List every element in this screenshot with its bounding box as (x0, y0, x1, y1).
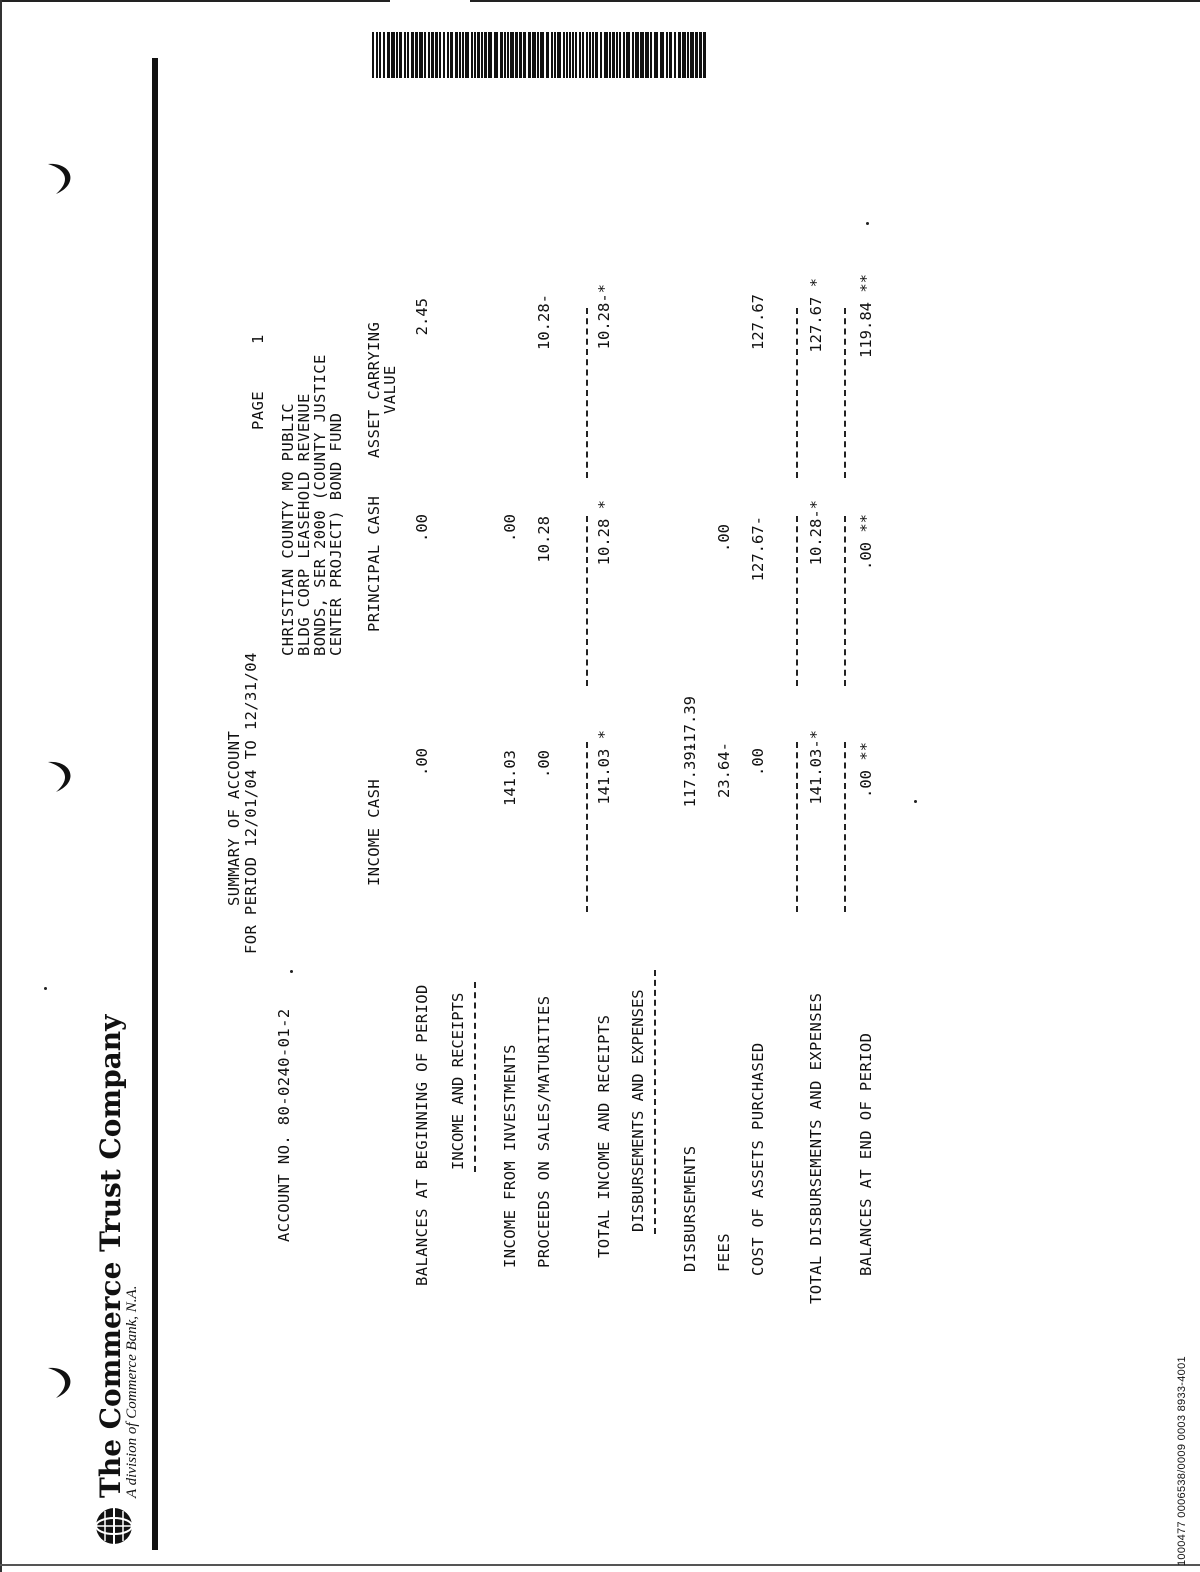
value-ending-income: .00 ** (857, 742, 875, 798)
row-label-total-income: TOTAL INCOME AND RECEIPTS (595, 1014, 613, 1258)
section-heading-underline (654, 970, 656, 1234)
subtotal-rule (586, 516, 588, 686)
value-cost-assets-asset: 127.67 (749, 294, 767, 350)
row-label-disbursements: DISBURSEMENTS (681, 1145, 699, 1272)
value-beginning-income: .00 (413, 748, 431, 776)
value-total-disb-asset: 127.67 * (807, 278, 825, 353)
section-heading-disbursements-expenses: DISBURSEMENTS AND EXPENSES (629, 989, 647, 1232)
subtotal-rule (796, 742, 798, 912)
row-label-total-disbursements: TOTAL DISBURSEMENTS AND EXPENSES (807, 992, 825, 1304)
subtotal-rule (796, 516, 798, 686)
section-heading-income-receipts: INCOME AND RECEIPTS (449, 992, 467, 1170)
value-investments-income: 141.03 (501, 750, 519, 806)
value-fees-income: 23.64- (715, 742, 733, 798)
value-ending-principal: .00 ** (857, 514, 875, 570)
column-header-principal-cash: PRINCIPAL CASH (365, 495, 383, 632)
value-disbursements-principal: 117.39 (681, 696, 699, 752)
bank-name: The Commerce Trust Company (94, 1014, 127, 1498)
statement-title: SUMMARY OF ACCOUNT (225, 730, 243, 906)
subtotal-rule (796, 308, 798, 478)
value-beginning-principal: .00 (413, 514, 431, 542)
row-label-balances-beginning: BALANCES AT BEGINNING OF PERIOD (413, 984, 431, 1286)
value-total-income-income: 141.03 * (595, 730, 613, 805)
row-label-balances-end: BALANCES AT END OF PERIOD (857, 1032, 875, 1276)
client-line: BONDS, SER 2000 (COUNTY JUSTICE (311, 354, 329, 656)
client-line: CHRISTIAN COUNTY MO PUBLIC (279, 402, 297, 656)
document-id-code: 1000477 0006538/0009 0003 8933-4001 (1176, 1356, 1188, 1566)
row-label-proceeds: PROCEEDS ON SALES/MATURITIES (535, 995, 553, 1268)
client-line: BLDG CORP LEASEHOLD REVENUE (295, 393, 313, 656)
total-rule (844, 308, 846, 478)
row-label-income-investments: INCOME FROM INVESTMENTS (501, 1044, 519, 1268)
value-proceeds-asset: 10.28- (535, 294, 553, 350)
value-investments-principal: .00 (501, 514, 519, 542)
page-label: PAGE (249, 391, 267, 430)
client-line: CENTER PROJECT) BOND FUND (327, 412, 345, 656)
value-total-disb-principal: 10.28-* (807, 500, 825, 566)
bank-subtitle: A division of Commerce Bank, N.A. (124, 1285, 140, 1498)
value-cost-assets-income: .00 (749, 748, 767, 776)
value-beginning-asset: 2.45 (413, 298, 431, 336)
row-label-cost-assets: COST OF ASSETS PURCHASED (749, 1042, 767, 1276)
value-total-income-asset: 10.28-* (595, 284, 613, 350)
subtotal-rule (586, 742, 588, 912)
value-cost-assets-principal: 127.67- (749, 516, 767, 582)
value-proceeds-principal: 10.28 (535, 516, 553, 563)
subtotal-rule (586, 308, 588, 478)
page-number: 1 (249, 334, 267, 344)
value-fees-principal: .00 (715, 524, 733, 552)
account-number: ACCOUNT NO. 80-0240-01-2 (275, 1008, 293, 1242)
value-disbursements-income: 117.39- (681, 742, 699, 808)
value-total-disb-income: 141.03-* (807, 730, 825, 805)
section-heading-underline (474, 982, 476, 1172)
total-rule (844, 516, 846, 686)
statement-period: FOR PERIOD 12/01/04 TO 12/31/04 (242, 652, 260, 954)
column-header-asset-carrying-value-2: VALUE (381, 365, 399, 414)
row-label-fees: FEES (715, 1233, 733, 1272)
value-ending-asset: 119.84 ** (857, 274, 875, 358)
value-proceeds-income: .00 (535, 750, 553, 778)
column-header-asset-carrying-value: ASSET CARRYING (365, 321, 383, 458)
total-rule (844, 742, 846, 912)
value-total-income-principal: 10.28 * (595, 500, 613, 566)
globe-logo-icon (94, 1506, 134, 1546)
column-header-income-cash: INCOME CASH (365, 778, 383, 886)
